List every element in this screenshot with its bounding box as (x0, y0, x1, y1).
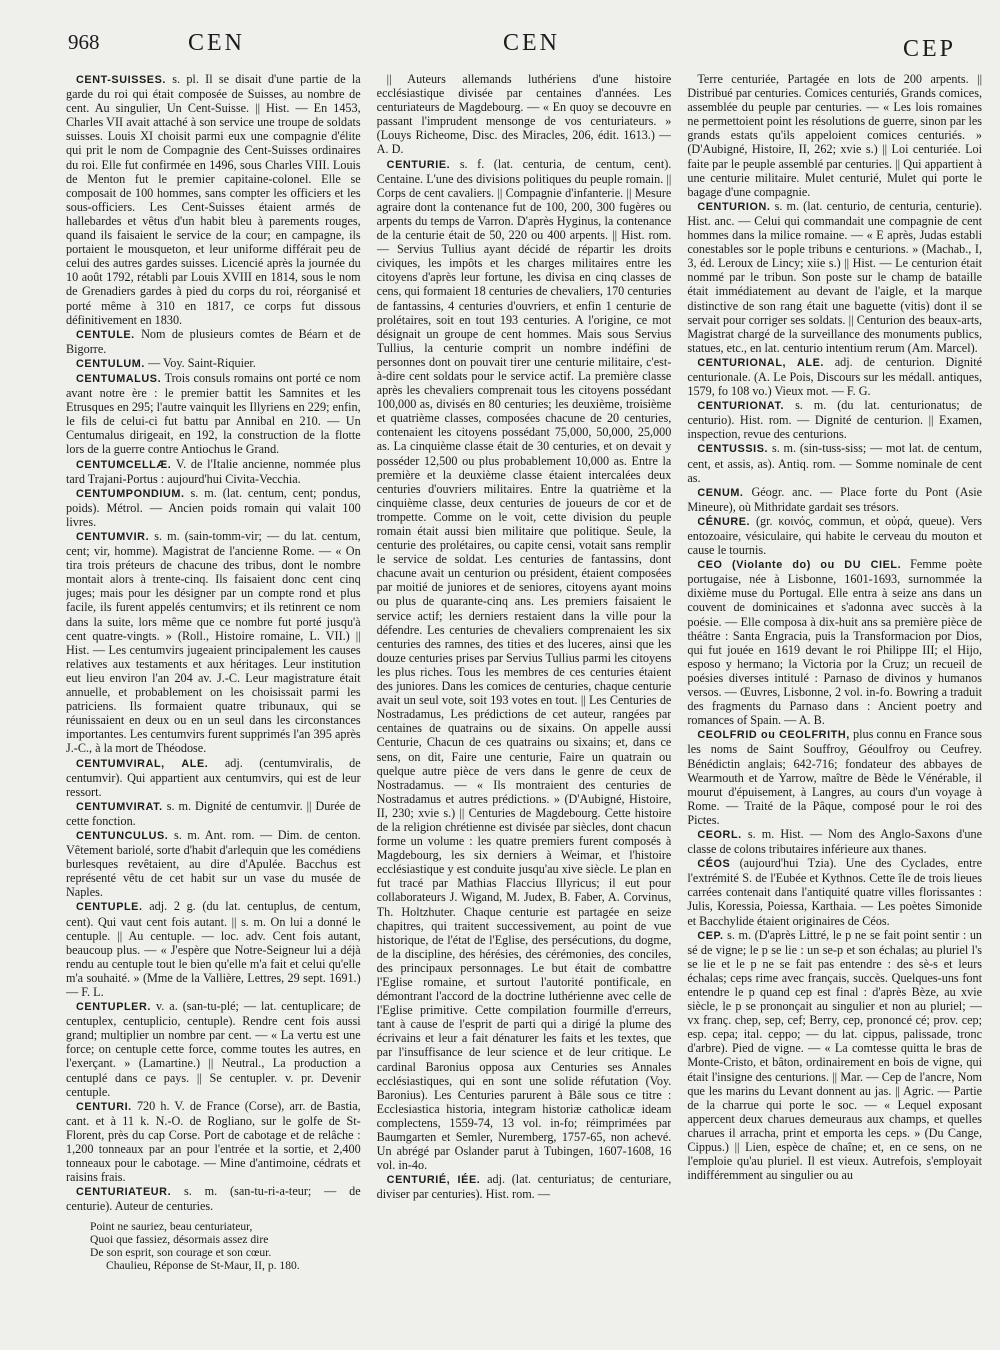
dictionary-entry (66, 529, 361, 756)
entry-headword: CÉOS (697, 858, 731, 871)
dictionary-entry (687, 441, 982, 484)
entry-text: s. m. (du lat. centurionatus; de centurio). Hist. rom. — Dignité de centurion. || Examen, inspection, revue des centurions. (687, 398, 983, 442)
dictionary-entry (66, 756, 361, 799)
entry-headword: CÉNURE. (697, 515, 751, 528)
dictionary-entry (687, 398, 982, 441)
entry-headword: CENUM. (697, 486, 744, 499)
column-middle (377, 72, 672, 1340)
entry-headword: CENTUSSIS. (697, 443, 769, 456)
entry-headword: CENTUMVIRAL, ALE. (76, 757, 209, 770)
entry-headword: CENTURI. (76, 1100, 132, 1113)
dictionary-entry (66, 899, 361, 999)
verse-line: De son esprit, son courage et son cœur. (90, 1245, 272, 1259)
verse-line: Point ne sauriez, beau centuriateur, (90, 1219, 253, 1233)
dictionary-entry (687, 928, 982, 1183)
running-header (62, 26, 960, 62)
entry-text: adj. de centurion. Dignité centurionale. (A. Le Pois, Discours sur les médall. antiques, 1579, fo 108 vo.) Vieux mot. — F. G. (687, 354, 983, 399)
entry-text: s. m. (sin-tuss-siss; — mot lat. de centum, cent, et assis, as). Antiq. rom. — Somme nominale de cent as. (687, 441, 983, 485)
entry-headword: CENTURIE. (386, 158, 451, 171)
dictionary-entry (687, 72, 982, 199)
dictionary-entry (66, 327, 361, 356)
entry-headword: CENTURIATEUR. (76, 1186, 172, 1199)
entry-headword: CENTURION. (697, 200, 771, 213)
entry-text: s. m. Ant. rom. — Dim. de centon. Vêtement bariolé, sorte d'habit d'arlequin que les comédiens burlesques revêtaient, au dire d'Apulée. Bacchus est représenté vêtu de cet habit sur un vase du musée de Naples. (66, 827, 361, 900)
entry-text: s. m. (lat. centurio, de centuria, centurie). Hist. anc. — Celui qui commandait une compagnie de cent hommes dans la milice romaine. — « E après, Judas establi conestables sor le pople tribuns e centurions. » (Machab., I, 3, éd. Leroux de Lincy; xiie s.) || Hist. — Le centurion était nommé par le tribun. Son poste sur le champ de bataille était immédiatement au devant de l'aigle, et la marque distinctive de son rang était une baguette (vitis) dont il se servait pour corriger ses soldats. || Centurion des beaux-arts, Magistrat chargé de la surveillance des monuments publics, statues, etc., en lat. centurio intentium rerum (Am. Marcel). (687, 198, 983, 355)
entry-text: s. m. Hist. — Nom des Anglo-Saxons d'une classe de colons tributaires inférieure aux thanes. (687, 826, 983, 857)
entry-headword: CEORL. (697, 828, 742, 841)
entry-text: adj. (lat. centuriatus; de centuriare, diviser par centuries). Hist. rom. — (376, 1172, 672, 1202)
entry-text: (aujourd'hui Tzia). Une des Cyclades, entre l'extrémité S. de l'Eubée et Kythnos. Cette île de trois lieues carrées contenait dans l'antiquité quatre villes florissantes : Julis, Koressia, Poiessa, Karthaia. — Les poètes Simonide et Bacchylide étaient originaires de Céos. (687, 856, 983, 928)
entry-headword: CENTURIÉ, IÉE. (386, 1174, 481, 1187)
entry-text: v. a. (san-tu-plé; — lat. centuplicare; de centuplex, centuplicio, centuple). Rendre cent fois aussi grand; multiplier un nombre par cent. — « La vertu est une force; on centuple cette force, comme toutes les autres, en l'exerçant. » (Lamartine.) || Neutral., La production a centuplé dans ce pays. || Se centupler. v. pr. Devenir centuple. (66, 999, 361, 1099)
header-left-word: CEN (188, 30, 245, 56)
dictionary-entry (687, 355, 982, 398)
dictionary-entry (377, 1172, 672, 1201)
dictionary-entry (66, 828, 361, 899)
entry-headword: CENTUMVIRAT. (76, 800, 163, 813)
quoted-verse (90, 1220, 361, 1273)
entry-headword: CEOLFRID ou CEOLFRITH, (697, 729, 850, 742)
entry-headword: CENT-SUISSES. (76, 74, 166, 86)
entry-text: Trois consuls romains ont porté ce nom avant notre ère : le premier battit les Samnites et les Etrusques en 295; l'autre vainquit les Illyriens en 229; enfin, le fils de celui-ci fut battu par Annibal en 210. — Un Centumalus dirigeait, en 192, la construction de la flotte lors de la guerre contre Antiochus le Grand. (66, 370, 361, 457)
entry-text: adj. (centumviralis, de centumvir). Qui appartient aux centumvirs, qui est de leur ressort. (66, 755, 361, 799)
dictionary-entry (66, 356, 361, 371)
entry-text: s. m. Dignité de centumvir. || Durée de cette fonction. (66, 798, 361, 828)
entry-headword: CENTULE. (76, 328, 135, 341)
entry-headword: CEO (Violante do) ou DU CIEL. (697, 559, 902, 572)
dictionary-entry (66, 1099, 361, 1185)
entry-headword: CENTURIONAL, ALE. (697, 356, 824, 369)
column-left (66, 72, 361, 1340)
entry-text: Terre centuriée, Partagée en lots de 200 arpents. || Distribué par centuries. Comices centuriés, Grands comices, assemblée du peuple par centuries. — « Les lois romaines ne permettoient point les résolutions de guerre, sinon par les grands estats qu'ils appeloient comices centuriés. » (D'Aubigné, Histoire, II, 262; xvie s.) || Loi centuriée. Loi faite par le peuple assemblé par centuries. || Qui appartient à une centurie militaire. Mulet centurié, Mulet qui porte le bagage d'une compagnie. (687, 72, 983, 199)
page-number: 968 (68, 30, 100, 54)
dictionary-entry (687, 557, 982, 727)
header-right-word: CEP (902, 36, 956, 62)
entry-headword: CENTUMCELLÆ. (76, 458, 172, 471)
dictionary-entry (687, 727, 982, 827)
entry-text: || Auteurs allemands luthériens d'une histoire ecclésiastique divisée par centaines d'années. Les centuriateurs de Magdebourg. — « En quoy se decouvre en passant l'imprudent mensonge de vos centuriateurs. » (Louys Richeome, Disc. des Miracles, 206, édit. 1613.) — A. D. (376, 72, 672, 157)
column-right (687, 72, 982, 1340)
dictionary-entry (377, 157, 672, 1173)
entry-headword: CENTULUM. (76, 357, 145, 370)
entry-text: s. f. (lat. centuria, de centum, cent). Centaine. L'une des divisions politiques du peuple romain. || Corps de cent cavaliers. || Compagnie d'infanterie. || Mesure agraire dont la contenance fut de 100, 200, 300 fugères ou arpents du temps de Varron. D'après Hyginus, la contenance de la centurie était de 50, 220 ou 400 arpents. || Hist. rom. — Servius Tullius ayant décidé de répartir les droits civiques, les impôts et les charges militaires entre les citoyens d'après leur fortune, les divisa en cinq classes de cens, qui formaient 18 centuries de chevaliers, 170 centuries de fantassins, 4 centuries d'ouvriers, et enfin 1 centurie de prolétaires, soit en tout 193 centuries. A l'origine, ce mot désignait un groupe de cent hommes. Mais sous Servius Tullius, la centurie comprit un nombre indéfini de personnes dont on pouvait tirer une centurie militaire, c'est-à-dire cent soldats pour le service actif. La première classe après les chevaliers comprenait tous les citoyens possédant 100,000 as, divisés en 80 centuries; les deuxième, troisième et quatrième classes, composées chacune de 20 centuries, contenaient les citoyens possédant 75,000, 50,000, 25,000 as. La cinquième classe était de 30 centuries, et on devait y posséder 12,500 ou plus probablement 10,000 as. Entre la première et la deuxième classe étaient intercalées deux centuries d'ouvriers militaires. Entre la quatrième et la cinquième classe, deux centuries de joueurs de cor et de trompette. Comme on le voit, cette division du peuple romain était aussi bien militaire que politique. Seule, la centurie des prolétaires, ou capite censi, votait sans remplir le service de soldat. Les centuries de fantassins, dont chacune avait un centurion ou président, étaient composées par moitié de juniores et de seniores, citoyens ayant moins ou plus de quarante-cinq ans. Les premiers faisaient le service actif; les derniers restaient dans la ville pour la défendre. Les centuries de chevaliers comprenaient les six centuries des ramnes, des tities et des luceres, ainsi que les douze centuries prises par Servius Tullius parmi les citoyens les plus riches. Tous les membres de ces centuries étaient des juniores. Dans les comices de centuries, chaque centurie avait un seul vote, soit 193 votes en tout. || Les Centuries de Nostradamus, Les prédictions de cet auteur, rangées par centaines de quatrains ou de sixains. On appelle aussi Centurie, Chacun de ces quatrains ou sixains; et, dans ce sens, on dit, Faire une centurie, Faire un quatrain ou quelque autre pièce de vers dans le genre de ceux de Nostradamus. — « Ils montraient des centuries de Nostradamus et autres prédictions. » (D'Aubigné, Histoire, II, 230; xvie s.) || Centuries de Magdebourg. Cette histoire de la religion chrétienne est divisée par siècles, dont chacun forme un volume : les quatre premiers furent composés à Magdebourg, les six derniers à Weimar, et l'histoire ecclésiastique y est conduite jusqu'au xive siècle. Le plan en fut tracé par Mathias Flaccius Illyricus; il eut pour collaborateurs J. Wigand, M. Judex, B. Faber, A. Corvinus, Th. Holtzhuter. Chaque centurie est partagée en seize chapitres, qui traitent successivement, au point de vue historique, de l'état de l'Eglise, des persécutions, du dogme, de la discipline, des hérésies, des cérémonies, des conciles, des principaux personnages. Le but était de combattre l'Eglise romaine, et surtout l'autorité pontificale, en démontrant l'accord de la doctrine luthérienne avec celle de l'Eglise primitive. Cette compilation fourmille d'erreurs, tant à cause de l'esprit de parti qui a dirigé la plume des écrivains et leur a fait dénaturer les faits et les textes, que par l'insuffisance de leur science et de leur critique. Le cardinal Baronius opposa aux Centuries ses Annales ecclésiastiques, qui en sont une solide réfutation (Voy. Baronius). Les Centuries parurent à Bâle sous ce titre : Ecclesiastica historia, integram historiæ catholicæ ideam complectens, 1559-74, 13 vol. in-fo; réimprimées par Baumgarten et Semler, Nuremberg, 1757-65, non achevé. Un abrégé par Oslander parut à Tubingen, 1607-1608, 16 vol. in-4o. (376, 156, 672, 1173)
entry-headword: CENTUNCULUS. (76, 829, 169, 842)
entry-text: Femme poète portugaise, née à Lisbonne, 1601-1693, surnommée la dixième muse du Portugal. Elle entra à seize ans dans un couvent de dominicaines et s'adonna avec succès à la poésie. — Elle composa à dix-huit ans sa première pièce de théâtre : Santa Engracia, puis la Transformacion por Dios, qui fut jouée en 1619 devant le roi Philippe III; el Hijo, esposo y hermano; la Victoria por la Cruz; un recueil de poésies diverses intitulé : Parnaso de divinos y humanos versos. — Œuvres, Lisbonne, 2 vol. in-fo. Bowring a traduit des fragments du Parnaso dans : Ancient poetry and romances of Spain. — A. B. (687, 557, 983, 728)
entry-text: s. m. (D'après Littré, le p ne se fait point sentir : un sé de vigne; le p se lie : un se-p et son échalas; au pluriel l's se lie et le p ne se fait pas entendre : des sè-s et leurs échalas; ceps rime avec français, succès. Quelques-uns font entendre le p quand cep est final : d'après Bèze, au xvie siècle, le p se prononçait au singulier et non au pluriel; — vx franç. chep, sep, cef; Berry, cep, prononcé cé; prov. cep; esp. cepa; ital. ceppo; — du lat. cippus, palissade, tronc d'arbre). Pied de vigne. — « La comtesse quitta le bras de Monte-Cristo, et bâton, ordinairement en bois de vigne, qui était l'insigne des centurions. || Mar. — Cep de l'ancre, Nom que les marins du Levant donnent au jas. || Agric. — Partie de la charrue qui porte le soc. — « Lequel exposant appercent deux charues demeuraus aux champs, et quelles charues il arracha, print et emporta les ceps. » (Du Cange, Cippus.) || Lien, espèce de chaîne; et, en ce sens, on ne l'emploie qu'au pluriel. Il est vieux. Autrefois, s'employait indifféremment au singulier ou au (687, 927, 983, 1183)
dictionary-entry (687, 856, 982, 927)
dictionary-entry (66, 457, 361, 486)
dictionary-entry (66, 371, 361, 457)
text-columns (66, 72, 982, 1340)
dictionary-entry (687, 485, 982, 514)
header-center-word: CEN (503, 30, 560, 56)
entry-headword: CENTUPLER. (76, 1001, 151, 1014)
entry-text: Géogr. anc. — Place forte du Pont (Asie Mineure), où Mithridate gardait ses trésors. (687, 484, 983, 514)
entry-headword: CEP. (697, 929, 724, 942)
entry-text: plus connu en France sous les noms de Saint Souffroy, Géoulfroy ou Ceufrey. Bénédictin anglais; 642-716; fondateur des abbayes de Wearmouth et de Yarrow, maître de Bède le Vénérable, il mourut d'épuisement, à Langres, au cours d'un voyage à Rome. — Traité de la Pâque, composé pour le roi des Pictes. (687, 727, 983, 827)
entry-text: V. de l'Italie ancienne, nommée plus tard Trajani-Portus : aujourd'hui Civita-Vecchia. (66, 456, 361, 486)
dictionary-entry (687, 827, 982, 856)
entry-headword: CENTUMALUS. (76, 372, 162, 385)
entry-text: s. pl. Il se disait d'une partie de la garde du roi qui était composée de Suisses, au nombre de cent. Au singulier, Un Cent-Suisse. || Hist. — En 1453, Charles VII avait attaché à son service une troupe de soldats suisses. Louis XI choisit parmi eux une compagnie d'élite qui prit le nom de Compagnie des Cent-Suisses ordinaires du roi. Elle fut confirmée en 1496, sous Charles VIII. Louis de Menton fut le premier capitaine-colonel. Elle se composait de 100 hommes, sans compter les officiers et les sous-officiers. Les Cent-Suisses étaient armés de hallebardes et vêtus d'un habit bleu à parements rouges, quand ils faisaient le service de la cour; en campagne, ils portaient le mousqueton, et leur uniforme différait peu de celui des autres gardes suisses. Licencié après la journée du 10 août 1792, rétabli par Louis XVIII en 1814, sous le nom de Grenadiers gardes à pied du corps du roi, réorganisé et porté même à 310 en 1817, ce corps fut dissous définitivement en 1830. (66, 72, 361, 327)
dictionary-entry (66, 72, 361, 327)
entry-text: s. m. (lat. centum, cent; pondus, poids). Métrol. — Ancien poids romain qui valait 100 livres. (66, 485, 361, 529)
entry-text: s. m. (san-tu-ri-a-teur; — de centurie). Auteur de centuries. (66, 1184, 361, 1214)
entry-headword: CENTURIONAT. (697, 400, 785, 413)
dictionary-entry (377, 72, 672, 157)
entry-text: Nom de plusieurs comtes de Béarn et de Bigorre. (66, 326, 361, 356)
entry-headword: CENTUMPONDIUM. (76, 487, 185, 500)
dictionary-entry (66, 1184, 361, 1213)
entry-text: (gr. κοινός, commun, et οὐρά, queue). Vers entozoaire, vésiculaire, qui habite le cerveau du mouton et cause le tournis. (687, 513, 983, 558)
entry-text: — Voy. Saint-Riquier. (148, 355, 256, 370)
entry-headword: CENTUPLE. (76, 901, 143, 914)
entry-text: adj. 2 g. (du lat. centuplus, de centum, cent). Qui vaut cent fois autant. || s. m. On lui a donné le centuple. || Au centuple. — loc. adv. Cent fois autant, beaucoup plus. — « J'espère que Notre-Seigneur lui a déjà rendu au centuple tout le bien qu'elle m'a fait et celui qu'elle m'a souhaité. » (Mme de la Vallière, Lettres, 29 sept. 1691.) — F. L. (66, 899, 361, 999)
dictionary-entry (66, 999, 361, 1099)
dictionary-entry (66, 799, 361, 828)
dictionary-entry (687, 514, 982, 557)
dictionary-entry (687, 199, 982, 355)
entry-headword: CENTUMVIR. (76, 531, 150, 543)
verse-line: Chaulieu, Réponse de St-Maur, II, p. 180. (106, 1259, 300, 1273)
verse-line: Quoi que fassiez, désormais assez dire (90, 1232, 269, 1246)
entry-text: 720 h. V. de France (Corse), arr. de Bastia, cant. et à 11 k. N.-O. de Rogliano, sur le golfe de St-Florent, près du cap Corse. Port de cabotage et de relâche : 1,200 tonneaux par an pour l'entrée et la sortie, et 2,400 tonneaux pour le cabotage. — Mine d'antimoine, cédrats et raisins frais. (66, 1098, 361, 1185)
dictionary-entry (66, 486, 361, 529)
entry-text: s. m. (sain-tomm-vir; — du lat. centum, cent; vir, homme). Magistrat de l'ancienne Rome. — « On tira trois préteurs de chacune des tribus, dont le nombre montait alors à trente-cinq. Ils faisaient donc cent cinq juges; mais pour les désigner par un compte rond et plus facile, ils furent appelés centumvirs; et ils retinrent ce nom dans la suite, lors même que ce nombre fut porté jusqu'à cent quatre-vingts. » (Roll., Histoire romaine, L. VII.) || Hist. — Les centumvirs jugeaient principalement les causes relatives aux testaments et aux héritages. Leur institution eut lieu environ l'an 204 av. J.-C. Leur magistrature était annuelle, et probablement on les choisissait parmi les patriciens. Ils formaient quatre tribunaux, qui se réunissaient en deux ou en un seul dans les circonstances importantes. Les centumvirs furent supprimés l'an 395 après J.-C., à la mort de Théodose. (66, 529, 361, 756)
